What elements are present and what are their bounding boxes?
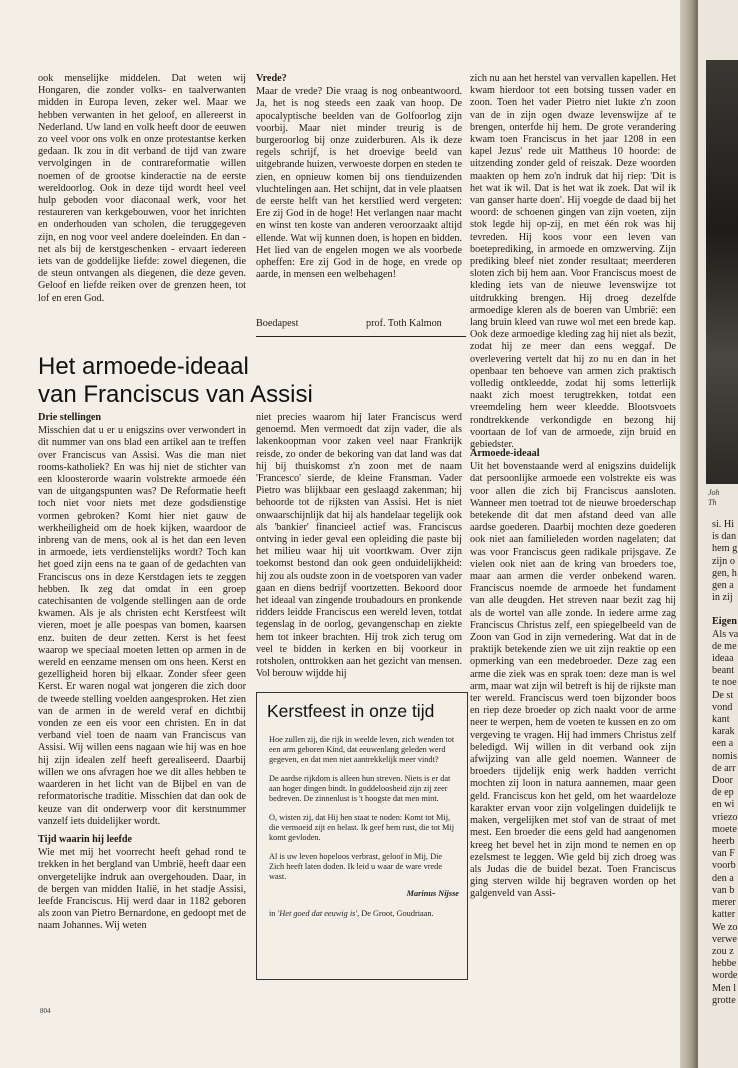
divider-rule	[256, 336, 466, 337]
section-heading: Drie stellingen	[38, 412, 102, 423]
text-line: moete	[712, 823, 737, 835]
article-column-top-left	[38, 73, 246, 305]
text-line: gen, h	[712, 567, 737, 579]
section-heading: Eigen	[712, 616, 737, 628]
poem-source	[269, 909, 459, 919]
article-paragraph: Wie met mij het voorrecht heeft gehad rond te trekken in het bergland van Umbrië, heeft daar een onvergetelijke indruk aan overgehouden. Daar, in de bergen van midden Italië, in het stadje Assisi, leefde Franciscus. Hij werd daar in 1182 geboren als zoon van Pietro Bernardone, en gedoopt met de naam Johannes. Wij weten	[38, 847, 246, 932]
text-line: een a	[712, 738, 734, 750]
text-line: verwe	[712, 933, 737, 945]
text-line: en wi	[712, 799, 735, 811]
signature-place: Boedapest	[256, 318, 299, 329]
article-column-vrede	[256, 73, 462, 281]
article-paragraph: Uit het bovenstaande werd al enigszins duidelijk dat persoonlijke armoede een volstrekte eis was voor allen die zich bij Franciscus aansloten. Wanneer men toetrad tot de nieuwe broederschap betekende dit dat men afstand deed van alle aardse goederen. Daarbij mochten deze goederen ook niet aan familieleden worden nagelaten; dat was voor Franciscus geen radikale prijsgave. Ze vielen ook niet aan de kring van broeders toe, maar aan armen die verder onbekend waren. Franciscus noemde de armoede het fundament van alle deugden. Het streven naar bezit zag hij als de wortel van alle zonde. In iedere arme zag Franciscus Christus zelf, een spiegelbeeld van de Zoon van God in zijn vernedering. Wat dat in de praktijk betekende zien we uit zijn reaktie op een opmerking van een medebroeder. Deze zag een arme die ziek was en sprak toen: deze man is wel arm, maar wat zijn wil betreft is hij de rijkste man ter wereld. Franciscus werd toen bijzonder boos en riep deze broeder op zich naakt voor de arme neer te werpen, hem de voeten te kussen en zo om vergeving te vragen. Hij had immers Christus zelf beledigd. Wij willen in dit verband ook zijn afwijzing van alle geld noemen. Wanneer de broeders tijdelijk enig werk hadden verricht mochten zij loon in natura aannemen, maar geen geld. Franciscus kon het geld, om het waardeloze karakter ervan voor zijn volgelingen duidelijk te maken, vergelijken met stof van de straat of met mest. Een broeder die eens geld had aangenomen kreeg het bevel het in zijn mond te nemen en op ezelsmest te leggen. Wie geld bij zich droeg was als Judas die de buidel bezat. Toen Franciscus ging sterven wilde hij begraven worden op het galgenveld van Assi-	[470, 461, 676, 900]
text-line: de arr	[712, 762, 736, 774]
article-column-middle	[256, 412, 462, 680]
poem-title: Kerstfeest in onze tijd	[267, 701, 435, 721]
text-line: vond	[712, 701, 733, 713]
page-number: 804	[40, 1007, 51, 1015]
article-paragraph: niet precies waarom hij later Franciscus werd genoemd. Men vermoedt dat zijn vader, die als lakenkoopman voor zaken veel naar Frankrijk reisde, zo onder de bekoring van dat land was dat hij bij thuiskomst z'n zoon met de naam 'Francesco' sierde, de kleine Fransman. Vader Pietro was blijkbaar een geslaagd zakenman; hij behoorde tot de rijksten van Assisi. Het is niet onwaarschijnlijk dat hij als handelaar tegelijk ook als 'bankier' financieel actief was. Franciscus ontving in ieder geval een opleiding die paste bij het milieu waar hij uit voortkwam. Over zijn toekomst bestond dan ook geen onduidelijkheid: hij zou als oudste zoon in de voetsporen van vader gaan en diens bedrijf voortzetten. Bekoord door het ideaal van zingende troubadours en pronkende ridders leidde Franciscus een wereld leven, totdat tegenslag in de oorlog, gevangenschap en ziekte hem tot inkeer brachten. Hij trok zich terug om veel te bidden in kerken en bij voorkeur in rotsholen, onttrokken aan het gezicht van mensen. Vol berouw wijdde hij	[256, 412, 462, 680]
poem-stanza: O, wisten zij, dat Hij hen staat te noden: Komt tot Mij, die vermoeid zijt en belast. Ik geef hem rust, die tot Mij komt gevloden.	[269, 813, 455, 842]
text-line: ideaa	[712, 653, 734, 665]
caption-line: Joh	[708, 488, 720, 497]
text-line: Men l	[712, 982, 737, 994]
text-line: zijn o	[712, 555, 735, 567]
photo	[706, 60, 738, 484]
right-page-edge	[698, 0, 738, 1068]
text-line: den a	[712, 872, 734, 884]
article-paragraph: Misschien dat u er u enigszins over verwondert in dit nummer van ons blad een artikel aan te treffen over Franciscus van Assisi. Was die man niet rooms-katholiek? En was hij niet de stichter van een kloosterorde waarin volstrekte armoede één van de uitgangspunten was? De Reformatie heeft toch niet voor niets met deze godsdienstige vormen gebroken? Komt hier niet gauw de werkheiligheid om de hoek kijken, waardoor de inbreng van de mens, ook al is het dan een leven in armoede, iets verdienstelijks wordt? Toch kan het goed zijn eens na te gaan of de gedachten van Franciscus ons in deze Kerstdagen iets te zeggen hebben. Ik zeg dat omdat in een groep catechisanten de volgende stellingen aan de orde kwamen. Als je als christen echt Kerstfeest wilt vieren, moet je alle poespas van bomen, kaarsen enz. buiten de deur zetten. Kerst is het feest waarop we speciaal moeten letten op armen in de wereld en eenzame mensen om ons heen. Kerst en gezelligheid horen bij elkaar. Zonder sfeer geen Kerst. Er waren nogal wat jongeren die zich door de tweede stelling voelden aangesproken. Het zien van de armen in de wereld veraf en dichtbij vonden ze een eis voor een christen. En in dat verband viel toen de naam van Franciscus van Assisi. Wij willen eens nagaan wie hij was en hoe hij zijn idealen zelf heeft gerealiseerd. Daarbij willen we ons afvragen hoe we dit alles hebben te waarderen in het licht van de Bijbel en van de reformatorische traditie. Misschien dat dan ook de keuze van dit onderwerp voor dit kerstnummer vanzelf iets duidelijker wordt.	[38, 425, 246, 827]
photo-caption	[708, 488, 720, 508]
section-heading: Vrede?	[256, 73, 287, 84]
article-paragraph: ook menselijke middelen. Dat weten wij Hongaren, die zonder volks- en taalverwanten midden in Europa leven, zeker wel. Maar we hebben verwanten in het geloof, en allereerst in Nederland. Uw land en volk heeft door de eeuwen zo veel voor ons volk en onze protestantse kerken gedaan. Ik zou in dit verband de tijd van zware vervolgingen in de contrareformatie willen noemen of de grootse kinderactie na de eerste wereldoorlog. Ook in deze tijd wordt heel veel hulp geboden voor diaconaal werk, voor het restaureren van kerkgebouwen, voor het inrichten en onderhouden van scholen, die teruggegeven zijn, en nog voor veel andere doeleinden. En dan - net als bij de kerstgeschenken - ervaart iedereen iets van de goddelijke liefde: zowel diegenen, die de steun ontvangen als diegenen, die deze geven. Geloof en liefde reiken over de grenzen heen, tot lof en eren God.	[38, 73, 246, 304]
text-line: si. Hi	[712, 519, 735, 530]
headline-line: Het armoede-ideaal	[38, 353, 249, 380]
article-column-left	[38, 412, 246, 933]
text-line: We zo	[712, 921, 738, 933]
text-line: katter	[712, 909, 736, 921]
text-line: Als va	[712, 628, 738, 640]
text-line: in zij	[712, 592, 733, 604]
text-line: hebbe	[712, 958, 737, 970]
text-line: gen a	[712, 580, 734, 592]
caption-line: Th	[708, 498, 717, 507]
article-paragraph: Maar de vrede? Die vraag is nog onbeantwoord. Ja, het is nog steeds een zaak van hoop. De apocalyptische beelden van de Golfoorlog zijn voorbij. Maar niet minder treurig is de burgeroorlog bij onze zuiderburen. Als ik deze regels schrijf, is het droevige beeld van uitgebrande huizen, verwoeste dorpen en steden te zien, en opnieuw komen bij ons tienduizenden vluchtelingen aan. Het schijnt, dat in vele plaatsen de eerste helft van het kerstlied werd vergeten: Ere zij God in de hoge! Het verlangen naar macht en winst ten koste van anderen veroorzaakt altijd ellende. Wat wij kunnen doen, is hopen en bidden. Het lied van de engelen mogen we als voorbede opheffen: Ere zij God in de hoge, en vrede op aarde, in mensen een welbehagen!	[256, 86, 462, 281]
text-line: voorb	[712, 860, 736, 872]
text-line: worde	[712, 970, 738, 982]
text-line: is dan	[712, 531, 737, 543]
text-line: merer	[712, 897, 736, 909]
text-line: karak	[712, 726, 735, 738]
poem-stanza: Al is uw leven hopeloos verbrast, geloof in Mij, Die Zich heeft laten doden. Ik leid u waar de ware vrede wast.	[269, 852, 443, 881]
text-line: De st	[712, 689, 734, 701]
poem-stanza: Hoe zullen zij, die rijk in weelde leven, zich wenden tot een arm geboren Kind, dat eeuwenlang geleden werd gegeven, en dat men niet aantrekkelijk meer vindt?	[269, 735, 455, 764]
signature-author: prof. Toth Kalmon	[366, 318, 442, 329]
article-column-right	[470, 410, 676, 901]
text-line: nomis	[712, 750, 737, 762]
poem-source-prefix: in	[269, 909, 278, 918]
book-gutter	[680, 0, 698, 1068]
text-line: Door	[712, 775, 733, 787]
text-line: hem g	[712, 543, 738, 555]
section-heading: Tijd waarin hij leefde	[38, 833, 133, 845]
poem-box	[256, 692, 468, 980]
poem-source-suffix: , De Groot, Goudriaan.	[357, 909, 434, 918]
text-line: de me	[712, 640, 737, 652]
right-page-text	[712, 519, 738, 1007]
text-line: vriezo	[712, 811, 738, 823]
text-line: heerb	[712, 836, 735, 848]
article-headline	[38, 353, 313, 409]
text-line: te noe	[712, 677, 737, 689]
text-line: zou z	[712, 945, 734, 957]
poem-stanza: De aardse rijkdom is alleen hun streven. Niets is er dat aan hoger dingen bindt. In goddeloosheid zijn zij zeer bedreven. De zinnenlust is 't hoogste dat men mint.	[269, 774, 451, 803]
text-line: van F	[712, 848, 735, 860]
section-heading: Armoede-ideaal	[470, 448, 540, 459]
article-column-top-right	[470, 73, 676, 451]
text-line: van b	[712, 884, 735, 896]
headline-line: van Franciscus van Assisi	[38, 381, 313, 408]
article-paragraph: zich nu aan het herstel van vervallen kapellen. Het kwam hierdoor tot een botsing tussen vader en zoon. Toen het vader Pietro niet lukte z'n zoon van de in zijn ogen dwaze levenswijze af te brengen, onterfde hij hem. De grote verandering kwam toen Franciscus in het jaar 1208 in een kapel Jezus' rede uit Mattheus 10 hoorde: de uitzending zonder geld of reiszak. Deze woorden maakten op hem zo'n indruk dat hij riep: 'Dit is het wat ik wil. Dat is het wat ik zoek. Dat wil ik van ganser harte doen'. Hij voegde de daad bij het woord: de schoenen gingen van zijn voeten, zijn stok legde hij op-zij, en met één rok was hij tevreden. Hij koos voor een leven van boeteprediking, in armoede en omzwerving. Zijn prediking bleef niet zonder resultaat; meerderen sloten zich bij hem aan. Voor Franciscus moest de kleding iets van de nieuwe levenswijze tot uitdrukking brengen. Hij droeg dezelfde armoedige kleren als de boeren van Umbrië: een lang bruin kleed van ruwe wol met een brede kap. Ook deze armoedige kleding zag hij niet als bezit, zodat hij ze meer dan eens weggaf. De overlevering vertelt dat hij zo nu en dan in het openbaar ten behoeve van armen zich praktisch volledig ontkleedde, zodat hij soms letterlijk naakt zich moest terugtrekken, totdat een vreemdeling hem weer kleedde. Blootsvoets rondtrekkende verkondigde en bezong hij voortaan de lof van de armoede, zijn bruid en gebiedster.	[470, 73, 676, 451]
text-line: beant	[712, 665, 735, 677]
text-line: kant	[712, 714, 730, 726]
poem-author: Marinus Nijsse	[406, 889, 459, 898]
poem-body	[269, 735, 459, 919]
poem-source-title: 'Het goed dat eeuwig is'	[277, 909, 358, 918]
text-line: de ep	[712, 787, 734, 799]
text-line: grotte	[712, 994, 736, 1006]
